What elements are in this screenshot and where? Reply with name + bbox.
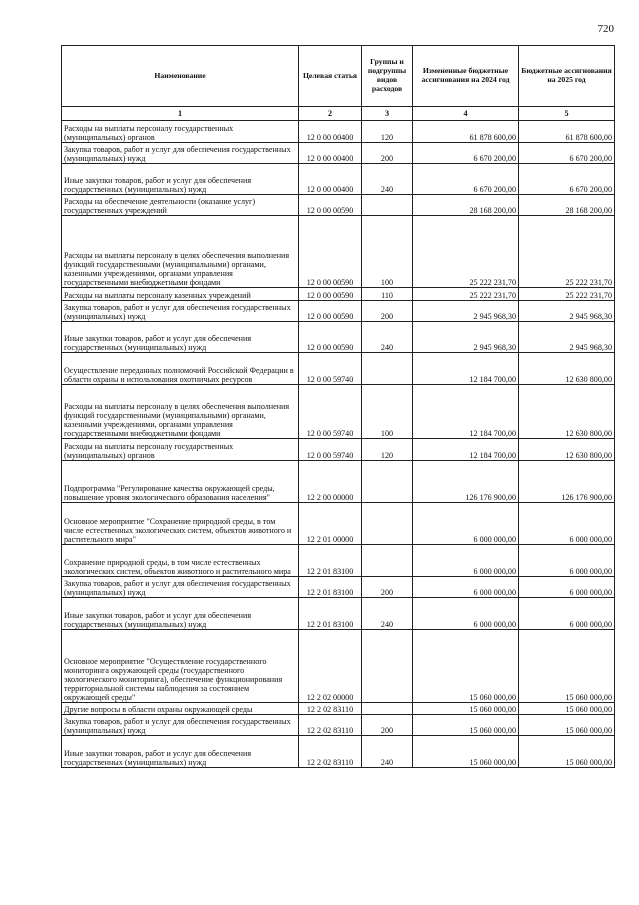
- row-expense-group-cell: [362, 503, 413, 545]
- row-amount-2025-cell: 61 878 600,00: [519, 121, 615, 143]
- row-target-article-cell: 12 0 00 59740: [299, 353, 362, 385]
- row-target-article-cell: 12 0 00 00400: [299, 164, 362, 195]
- row-expense-group-cell: 120: [362, 439, 413, 461]
- row-expense-group-cell: 100: [362, 385, 413, 439]
- row-amount-2024-cell: 6 000 000,00: [413, 545, 519, 577]
- row-target-article-cell: 12 0 00 59740: [299, 385, 362, 439]
- row-amount-2024-cell: 6 000 000,00: [413, 598, 519, 630]
- row-amount-2024-cell: 15 060 000,00: [413, 703, 519, 715]
- row-target-article-cell: 12 2 00 00000: [299, 461, 362, 503]
- row-name-cell: Другие вопросы в области охраны окружающей среды: [62, 703, 299, 715]
- table-row: [62, 715, 615, 736]
- row-amount-2025-cell: 2 945 968,30: [519, 322, 615, 353]
- row-amount-2025-cell: 12 630 800,00: [519, 353, 615, 385]
- row-amount-2024-cell: 25 222 231,70: [413, 216, 519, 288]
- table-row: [62, 216, 615, 288]
- column-header-2024: Измененные бюджетные ассигнования на 2024 год: [413, 46, 519, 107]
- table-row: [62, 322, 615, 353]
- row-target-article-cell: 12 0 00 00590: [299, 322, 362, 353]
- row-amount-2024-cell: 15 060 000,00: [413, 715, 519, 736]
- row-amount-2024-cell: 6 670 200,00: [413, 164, 519, 195]
- table-row: [62, 121, 615, 143]
- row-amount-2024-cell: 61 878 600,00: [413, 121, 519, 143]
- row-amount-2025-cell: 6 000 000,00: [519, 577, 615, 598]
- row-name-cell: Закупка товаров, работ и услуг для обеспечения государственных (муниципальных) нужд: [62, 577, 299, 598]
- row-name-cell: Иные закупки товаров, работ и услуг для обеспечения государственных (муниципальных) нужд: [62, 598, 299, 630]
- table-row: [62, 703, 615, 715]
- row-amount-2024-cell: 15 060 000,00: [413, 736, 519, 768]
- row-expense-group-cell: 240: [362, 598, 413, 630]
- row-target-article-cell: 12 2 01 00000: [299, 503, 362, 545]
- table-row: [62, 736, 615, 768]
- column-number: 2: [299, 107, 362, 121]
- row-name-cell: Закупка товаров, работ и услуг для обеспечения государственных (муниципальных) нужд: [62, 143, 299, 164]
- row-expense-group-cell: 240: [362, 736, 413, 768]
- row-amount-2025-cell: 25 222 231,70: [519, 288, 615, 301]
- row-target-article-cell: 12 0 00 59740: [299, 439, 362, 461]
- row-expense-group-cell: 200: [362, 301, 413, 322]
- column-header-2025: Бюджетные ассигнования на 2025 год: [519, 46, 615, 107]
- row-name-cell: Расходы на выплаты персоналу в целях обеспечения выполнения функций государственными (муниципальными) органами, казенными учреждениями, органами управления государственными внебюджетными фондами: [62, 216, 299, 288]
- row-expense-group-cell: [362, 703, 413, 715]
- column-number: 5: [519, 107, 615, 121]
- row-name-cell: Расходы на обеспечение деятельности (оказание услуг) государственных учреждений: [62, 195, 299, 216]
- table-row: [62, 577, 615, 598]
- row-name-cell: Сохранение природной среды, в том числе естественных экологических систем, объектов животного и растительного мира: [62, 545, 299, 577]
- row-name-cell: Расходы на выплаты персоналу казенных учреждений: [62, 288, 299, 301]
- row-expense-group-cell: [362, 630, 413, 703]
- row-name-cell: Основное мероприятие "Осуществление государственного мониторинга окружающей среды (государственного экологического мониторинга), обеспечение функционирования территориальной системы наблюдения за состоянием окружающей среды": [62, 630, 299, 703]
- row-amount-2025-cell: 15 060 000,00: [519, 715, 615, 736]
- row-amount-2025-cell: 15 060 000,00: [519, 703, 615, 715]
- row-amount-2025-cell: 12 630 800,00: [519, 385, 615, 439]
- row-expense-group-cell: 200: [362, 143, 413, 164]
- table-row: [62, 630, 615, 703]
- row-target-article-cell: 12 0 00 00590: [299, 288, 362, 301]
- row-target-article-cell: 12 2 01 83100: [299, 545, 362, 577]
- row-amount-2024-cell: 12 184 700,00: [413, 385, 519, 439]
- column-number: 3: [362, 107, 413, 121]
- table-row: [62, 545, 615, 577]
- table-row: [62, 503, 615, 545]
- row-expense-group-cell: 100: [362, 216, 413, 288]
- row-target-article-cell: 12 2 02 83110: [299, 736, 362, 768]
- row-name-cell: Расходы на выплаты персоналу государственных (муниципальных) органов: [62, 121, 299, 143]
- row-name-cell: Иные закупки товаров, работ и услуг для обеспечения государственных (муниципальных) нужд: [62, 322, 299, 353]
- row-amount-2024-cell: 12 184 700,00: [413, 353, 519, 385]
- row-amount-2025-cell: 6 000 000,00: [519, 503, 615, 545]
- row-amount-2025-cell: 126 176 900,00: [519, 461, 615, 503]
- row-amount-2025-cell: 15 060 000,00: [519, 736, 615, 768]
- row-name-cell: Иные закупки товаров, работ и услуг для обеспечения государственных (муниципальных) нужд: [62, 736, 299, 768]
- column-number: 4: [413, 107, 519, 121]
- column-header-name: Наименование: [62, 46, 299, 107]
- table-body: [62, 121, 615, 768]
- table-row: [62, 598, 615, 630]
- row-amount-2024-cell: 6 000 000,00: [413, 503, 519, 545]
- header-row: [62, 46, 615, 107]
- table-row: [62, 461, 615, 503]
- column-header-expense-groups: Группы и подгруппы видов расходов: [362, 46, 413, 107]
- column-header-target-article: Целевая статья: [299, 46, 362, 107]
- table-row: [62, 301, 615, 322]
- row-expense-group-cell: 240: [362, 322, 413, 353]
- table-row: [62, 288, 615, 301]
- row-name-cell: Иные закупки товаров, работ и услуг для обеспечения государственных (муниципальных) нужд: [62, 164, 299, 195]
- table-row: [62, 353, 615, 385]
- table-row: [62, 439, 615, 461]
- row-amount-2024-cell: 2 945 968,30: [413, 322, 519, 353]
- row-amount-2024-cell: 25 222 231,70: [413, 288, 519, 301]
- row-amount-2025-cell: 6 670 200,00: [519, 143, 615, 164]
- row-target-article-cell: 12 0 00 00590: [299, 301, 362, 322]
- row-amount-2025-cell: 25 222 231,70: [519, 216, 615, 288]
- row-amount-2024-cell: 15 060 000,00: [413, 630, 519, 703]
- row-expense-group-cell: 200: [362, 715, 413, 736]
- row-name-cell: Закупка товаров, работ и услуг для обеспечения государственных (муниципальных) нужд: [62, 301, 299, 322]
- row-target-article-cell: 12 0 00 00590: [299, 195, 362, 216]
- row-expense-group-cell: [362, 545, 413, 577]
- row-amount-2025-cell: 6 000 000,00: [519, 545, 615, 577]
- row-target-article-cell: 12 2 02 83110: [299, 715, 362, 736]
- row-amount-2024-cell: 2 945 968,30: [413, 301, 519, 322]
- row-expense-group-cell: [362, 353, 413, 385]
- row-name-cell: Расходы на выплаты персоналу государственных (муниципальных) органов: [62, 439, 299, 461]
- row-target-article-cell: 12 0 00 00400: [299, 121, 362, 143]
- row-target-article-cell: 12 2 02 00000: [299, 630, 362, 703]
- table-header: [62, 46, 615, 121]
- row-amount-2024-cell: 12 184 700,00: [413, 439, 519, 461]
- row-target-article-cell: 12 2 01 83100: [299, 598, 362, 630]
- row-amount-2024-cell: 126 176 900,00: [413, 461, 519, 503]
- row-amount-2025-cell: 12 630 800,00: [519, 439, 615, 461]
- row-name-cell: Расходы на выплаты персоналу в целях обеспечения выполнения функций государственными (муниципальными) органами, казенными учреждениями, органами управления государственными внебюджетными фондами: [62, 385, 299, 439]
- row-amount-2025-cell: 28 168 200,00: [519, 195, 615, 216]
- column-number-row: [62, 107, 615, 121]
- row-target-article-cell: 12 2 01 83100: [299, 577, 362, 598]
- row-amount-2024-cell: 6 000 000,00: [413, 577, 519, 598]
- row-name-cell: Осуществление переданных полномочий Российской Федерации в области охраны и использования охотничьих ресурсов: [62, 353, 299, 385]
- row-expense-group-cell: 200: [362, 577, 413, 598]
- row-expense-group-cell: 240: [362, 164, 413, 195]
- row-expense-group-cell: [362, 195, 413, 216]
- row-amount-2025-cell: 6 000 000,00: [519, 598, 615, 630]
- row-name-cell: Основное мероприятие "Сохранение природной среды, в том числе естественных экологических систем, объектов животного и растительного мира": [62, 503, 299, 545]
- row-amount-2024-cell: 6 670 200,00: [413, 143, 519, 164]
- row-amount-2025-cell: 6 670 200,00: [519, 164, 615, 195]
- row-expense-group-cell: 110: [362, 288, 413, 301]
- row-expense-group-cell: 120: [362, 121, 413, 143]
- row-amount-2024-cell: 28 168 200,00: [413, 195, 519, 216]
- row-target-article-cell: 12 0 00 00590: [299, 216, 362, 288]
- column-number: 1: [62, 107, 299, 121]
- row-name-cell: Закупка товаров, работ и услуг для обеспечения государственных (муниципальных) нужд: [62, 715, 299, 736]
- page-number: 720: [597, 23, 614, 35]
- row-amount-2025-cell: 15 060 000,00: [519, 630, 615, 703]
- row-name-cell: Подпрограмма "Регулирование качества окружающей среды, повышение уровня экологического образования населения": [62, 461, 299, 503]
- table-row: [62, 164, 615, 195]
- budget-table: [61, 45, 615, 768]
- table-row: [62, 195, 615, 216]
- row-amount-2025-cell: 2 945 968,30: [519, 301, 615, 322]
- table-row: [62, 143, 615, 164]
- table-row: [62, 385, 615, 439]
- row-expense-group-cell: [362, 461, 413, 503]
- row-target-article-cell: 12 0 00 00400: [299, 143, 362, 164]
- row-target-article-cell: 12 2 02 83110: [299, 703, 362, 715]
